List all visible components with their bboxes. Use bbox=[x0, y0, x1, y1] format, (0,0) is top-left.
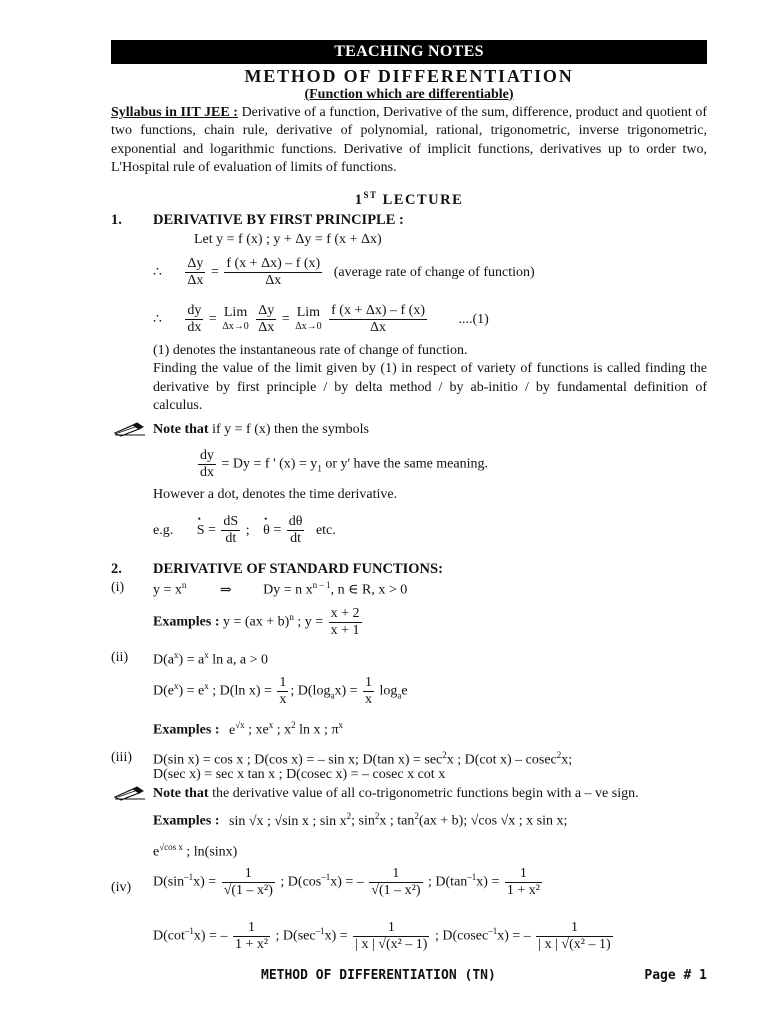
fraction-dy-dx bbox=[185, 303, 203, 336]
frac-den: 1 + x² bbox=[506, 883, 540, 898]
log-rules bbox=[153, 675, 408, 708]
therefore-symbol: ∴ bbox=[153, 311, 162, 327]
sup: –1 bbox=[184, 872, 194, 883]
frac-num: 1 bbox=[353, 920, 429, 937]
fraction-difference bbox=[224, 256, 322, 289]
sup: x bbox=[204, 681, 209, 692]
frac-num: dS bbox=[223, 514, 239, 529]
t: x) = bbox=[476, 874, 500, 890]
t: ; sin bbox=[351, 813, 375, 829]
semicolon: ; bbox=[245, 522, 250, 538]
t: x) = bbox=[324, 928, 348, 944]
page-subtitle: (Function which are differentiable) bbox=[304, 87, 514, 102]
t: (ax + b); √cos √x ; x sin x; bbox=[418, 813, 568, 829]
fraction-one-over-x bbox=[277, 675, 288, 708]
pencil-note-icon bbox=[113, 421, 147, 437]
item-i-label: (i) bbox=[111, 580, 125, 595]
instantaneous-note: (1) denotes the instantaneous rate of change of function. bbox=[153, 343, 468, 358]
section-2-heading: DERIVATIVE OF STANDARD FUNCTIONS: bbox=[153, 561, 443, 577]
inverse-trig-rules-2 bbox=[153, 920, 615, 953]
t: x) = – bbox=[193, 928, 228, 944]
first-principle-note: Finding the value of the limit given by (1) in respect of variety of functions is called finding the derivative by first principle / by delta method / by ab-initio / by fundamental definition of calculus. bbox=[153, 361, 707, 414]
fraction-acot bbox=[233, 920, 270, 953]
t: ln x ; π bbox=[295, 722, 339, 738]
frac-den: x + 1 bbox=[330, 623, 360, 638]
frac-num: dy bbox=[187, 303, 202, 318]
fraction-dtheta-dt bbox=[287, 514, 305, 547]
frac-den: Δx bbox=[187, 273, 204, 288]
t: ; D(cos bbox=[280, 874, 322, 890]
sup: √x bbox=[235, 720, 245, 730]
theta-dot: • θ bbox=[263, 523, 270, 538]
eg-label: e.g. bbox=[153, 522, 174, 538]
frac-den: Δx bbox=[370, 320, 387, 335]
sup: x bbox=[338, 720, 344, 730]
power-rhs: Dy = n x bbox=[263, 582, 313, 598]
sup: –1 bbox=[488, 926, 498, 937]
pencil-note-icon bbox=[113, 785, 147, 801]
t: ; x bbox=[273, 722, 292, 738]
section-1-text bbox=[153, 342, 707, 416]
sup: x bbox=[174, 650, 179, 660]
note-text: if y = f (x) then the symbols bbox=[208, 422, 369, 437]
lecture-heading bbox=[111, 186, 707, 209]
frac-den: dx bbox=[200, 465, 214, 480]
equals: = bbox=[208, 522, 216, 538]
let-line: Let y = f (x) ; y + Δy = f (x + Δx) bbox=[194, 232, 382, 247]
fraction-asin bbox=[222, 866, 275, 899]
sup: x bbox=[174, 681, 179, 692]
etc: etc. bbox=[315, 522, 336, 538]
syllabus-paragraph bbox=[111, 104, 707, 178]
t: ; D(sec bbox=[275, 928, 316, 944]
lecture-num: 1 bbox=[354, 191, 364, 208]
time-derivative-example bbox=[153, 514, 336, 547]
t: ) = a bbox=[178, 652, 205, 668]
syllabus-text: Derivative of a function, Derivative of the sum, difference, product and quotient of two functions, chain rule, derivative of polynomial, rational, trigonometric, inverse trigonometric, exponential and logarithmic functions. Derivative of implicit functions, derivatives up to order two, L'Hospital rule of evaluation of limits of functions. bbox=[111, 105, 707, 176]
sup: –1 bbox=[184, 926, 194, 937]
sub: a bbox=[330, 690, 335, 701]
note-label: Note that bbox=[153, 786, 209, 801]
lim-word: Lim bbox=[223, 304, 248, 320]
lim-sub: Δx→0 bbox=[295, 320, 322, 332]
t: e bbox=[229, 722, 236, 738]
subscript: 1 bbox=[317, 463, 322, 474]
lim-word: Lim bbox=[296, 304, 321, 320]
frac-den: √(1 – x²) bbox=[371, 883, 421, 898]
equation-average-rate bbox=[153, 256, 535, 289]
frac-num: dθ bbox=[288, 514, 303, 529]
symbols-text: = Dy = f ' (x) = y bbox=[221, 456, 318, 472]
frac-num: 1 bbox=[233, 920, 270, 937]
equals: = bbox=[281, 311, 290, 327]
t: x) = bbox=[334, 683, 358, 699]
t: ; D(cosec bbox=[434, 928, 489, 944]
note-label: Note that bbox=[153, 422, 209, 437]
item-iii-label: (iii) bbox=[111, 750, 132, 765]
sup: –1 bbox=[467, 872, 477, 883]
fraction-asec bbox=[353, 920, 429, 953]
t: x ; tan bbox=[379, 813, 415, 829]
examples-label: Examples : bbox=[153, 722, 220, 738]
t: ; D(log bbox=[290, 683, 331, 699]
fraction-acsc bbox=[536, 920, 612, 953]
frac-num: 1 bbox=[505, 866, 542, 883]
banner: TEACHING NOTES bbox=[111, 40, 707, 64]
frac-den: dt bbox=[290, 531, 302, 546]
frac-den: Δx bbox=[258, 320, 275, 335]
syllabus-label: Syllabus in IIT JEE : bbox=[111, 105, 238, 120]
fraction-difference bbox=[329, 303, 427, 336]
page-header bbox=[111, 40, 707, 208]
sup: –1 bbox=[315, 926, 325, 937]
equals: = bbox=[210, 264, 219, 280]
t: log bbox=[376, 683, 398, 699]
power-rule bbox=[153, 580, 407, 599]
s-dot: • S bbox=[197, 523, 205, 538]
symbols-tail: or y' have the same meaning. bbox=[321, 456, 489, 472]
t: ; ln(sinx) bbox=[182, 844, 238, 860]
lecture-rest: LECTURE bbox=[377, 191, 464, 208]
implies-arrow: ⇒ bbox=[219, 582, 232, 598]
limit-operator bbox=[295, 306, 321, 334]
fraction-ds-dt bbox=[221, 514, 240, 547]
t: D(sin bbox=[153, 874, 185, 890]
sub: a bbox=[397, 690, 402, 701]
t: ; D(ln x) = bbox=[208, 683, 272, 699]
t: D(sin x) = cos x ; D(cos x) = – sin x; D(tan x) = sec bbox=[153, 752, 443, 768]
t: ) = e bbox=[178, 683, 205, 699]
fraction-acos bbox=[369, 866, 422, 899]
lim-sub: Δx→0 bbox=[222, 320, 249, 332]
average-rate-note: (average rate of change of function) bbox=[333, 264, 535, 280]
section-2-number: 2. bbox=[111, 561, 122, 577]
section-1-heading: DERIVATIVE BY FIRST PRINCIPLE : bbox=[153, 212, 404, 228]
examples-iii-2 bbox=[153, 842, 237, 861]
frac-den: 1 + x² bbox=[234, 937, 269, 952]
t: x) = – bbox=[497, 928, 531, 944]
page-title: METHOD OF DIFFERENTIATION bbox=[244, 66, 574, 86]
trig-rules-2: D(sec x) = sec x tan x ; D(cosec x) = – cosec x cot x bbox=[153, 767, 446, 782]
frac-num: dy bbox=[200, 448, 214, 463]
equation-symbols bbox=[196, 448, 488, 481]
page-number: Page # 1 bbox=[644, 968, 707, 983]
dot-note: However a dot, denotes the time derivative. bbox=[153, 487, 398, 502]
limit-operator bbox=[222, 306, 248, 334]
examples-iii bbox=[153, 811, 567, 830]
item-iv-label: (iv) bbox=[111, 880, 132, 895]
frac-den: | x | √(x² – 1) bbox=[355, 937, 428, 952]
frac-num: x + 2 bbox=[330, 606, 360, 621]
equation-derivative-limit bbox=[153, 303, 489, 336]
note-text: the derivative value of all co-trigonometric functions begin with a – ve sign. bbox=[208, 786, 639, 801]
therefore-symbol: ∴ bbox=[153, 264, 162, 280]
example-text: y = (ax + b) bbox=[219, 614, 290, 630]
example-text: ; y = bbox=[293, 614, 324, 630]
frac-num: 1 bbox=[222, 866, 275, 883]
t: ; xe bbox=[244, 722, 269, 738]
sup: 2 bbox=[346, 811, 352, 821]
frac-den: dx bbox=[187, 320, 202, 335]
t: e bbox=[153, 844, 160, 860]
sup: n – 1 bbox=[312, 580, 331, 590]
sup: 2 bbox=[414, 811, 419, 821]
t: ln a, a > 0 bbox=[208, 652, 268, 668]
note-symbols bbox=[153, 422, 369, 438]
sup: 2 bbox=[374, 811, 380, 821]
section-1-number: 1. bbox=[111, 212, 122, 228]
sup: 2 bbox=[291, 720, 296, 730]
frac-num: Δy bbox=[258, 303, 275, 318]
frac-den: dt bbox=[225, 531, 237, 546]
frac-den: Δx bbox=[265, 273, 282, 288]
frac-num: 1 bbox=[365, 675, 373, 690]
frac-den: x bbox=[365, 692, 373, 707]
t: D(a bbox=[153, 652, 174, 668]
exp-rule bbox=[153, 650, 268, 669]
trig-rules-1 bbox=[153, 750, 572, 769]
sup: n bbox=[181, 580, 187, 590]
frac-den: | x | √(x² – 1) bbox=[538, 937, 611, 952]
equals: = bbox=[273, 522, 282, 538]
fraction-one-over-x bbox=[363, 675, 374, 708]
sup: 2 bbox=[442, 750, 447, 760]
t: x) = bbox=[193, 874, 217, 890]
item-ii-label: (ii) bbox=[111, 650, 129, 665]
examples-i bbox=[153, 606, 364, 639]
sup: 2 bbox=[556, 750, 562, 760]
examples-ii bbox=[153, 720, 343, 739]
equals: = bbox=[208, 311, 217, 327]
examples-label: Examples : bbox=[153, 813, 220, 829]
t: x; bbox=[561, 752, 573, 768]
t: D(e bbox=[153, 683, 174, 699]
t: ; D(tan bbox=[428, 874, 468, 890]
frac-den: √(1 – x²) bbox=[223, 883, 273, 898]
sup: x bbox=[204, 650, 209, 660]
examples-label: Examples : bbox=[153, 614, 220, 630]
sup: –1 bbox=[321, 872, 331, 883]
t: x ; D(cot x) – cosec bbox=[446, 752, 557, 768]
power-lhs: y = x bbox=[153, 582, 182, 598]
lecture-sup: ST bbox=[363, 189, 378, 200]
frac-num: 1 bbox=[279, 675, 287, 690]
t: x) = – bbox=[330, 874, 364, 890]
sup: x bbox=[268, 720, 274, 730]
t: D(cot bbox=[153, 928, 185, 944]
equation-tag: ....(1) bbox=[458, 311, 489, 327]
fraction-example bbox=[329, 606, 362, 639]
power-tail: , n ∈ R, x > 0 bbox=[330, 582, 408, 598]
frac-num: f (x + Δx) – f (x) bbox=[226, 256, 321, 271]
fraction-atan bbox=[505, 866, 542, 899]
frac-num: Δy bbox=[187, 256, 204, 271]
sup: √cos x bbox=[159, 842, 183, 852]
t: sin √x ; √sin x ; sin x bbox=[229, 813, 347, 829]
frac-num: 1 bbox=[369, 866, 422, 883]
frac-num: f (x + Δx) – f (x) bbox=[331, 303, 425, 318]
note-co-trig bbox=[153, 786, 639, 802]
footer-title: METHOD OF DIFFERENTIATION (TN) bbox=[261, 968, 496, 983]
fraction-delta bbox=[256, 303, 276, 336]
sup: n bbox=[289, 612, 294, 623]
frac-den: x bbox=[279, 692, 287, 707]
frac-num: 1 bbox=[536, 920, 612, 937]
fraction-dy-dx bbox=[198, 448, 216, 481]
fraction-dy-dx bbox=[185, 256, 205, 289]
inverse-trig-rules-1 bbox=[153, 866, 544, 899]
t: e bbox=[401, 683, 408, 699]
